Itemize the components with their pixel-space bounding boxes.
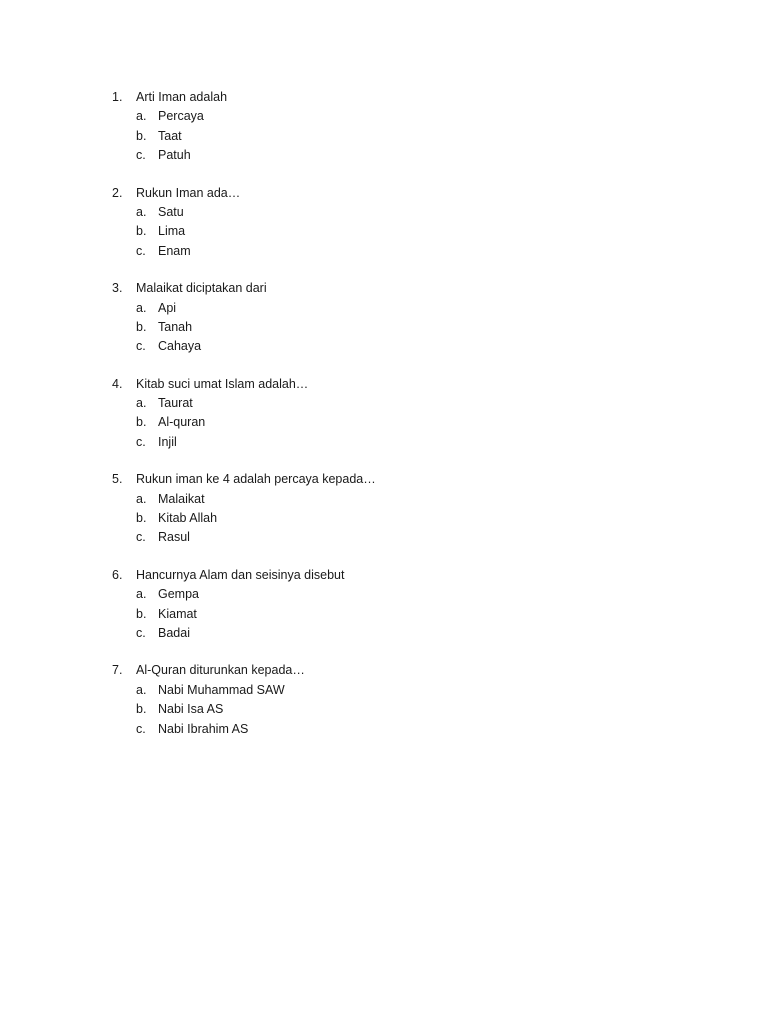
answer-option [136, 433, 672, 452]
option-letter: b. [136, 128, 147, 143]
answer-option [136, 318, 672, 337]
answer-option [136, 337, 672, 356]
answer-option [136, 509, 672, 528]
question-item [112, 375, 672, 453]
answer-options [112, 203, 672, 261]
option-text: Taurat [158, 396, 193, 411]
question-text: Kitab suci umat Islam adalah… [136, 376, 309, 391]
answer-option [136, 394, 672, 413]
question-number: 3. [112, 281, 123, 296]
option-letter: c. [136, 434, 146, 449]
question-line [112, 184, 672, 203]
option-letter: b. [136, 702, 147, 717]
option-letter: b. [136, 511, 147, 526]
answer-options [112, 585, 672, 643]
option-text: Lima [158, 224, 186, 239]
question-item [112, 184, 672, 262]
answer-option [136, 700, 672, 719]
question-line [112, 470, 672, 489]
answer-options [112, 107, 672, 165]
question-text: Malaikat diciptakan dari [136, 281, 267, 296]
question-line [112, 88, 672, 107]
question-text: Al-Quran diturunkan kepada… [136, 663, 305, 678]
option-text: Kiamat [158, 606, 197, 621]
option-letter: a. [136, 300, 147, 315]
answer-option [136, 146, 672, 165]
question-item [112, 279, 672, 357]
option-text: Taat [158, 128, 182, 143]
option-letter: a. [136, 396, 147, 411]
question-number: 5. [112, 472, 123, 487]
option-text: Injil [158, 434, 177, 449]
option-text: Api [158, 300, 177, 315]
answer-options [112, 394, 672, 452]
option-letter: c. [136, 243, 146, 258]
question-item [112, 661, 672, 739]
option-letter: b. [136, 319, 147, 334]
question-line [112, 566, 672, 585]
option-text: Kitab Allah [158, 511, 218, 526]
option-letter: c. [136, 148, 146, 163]
question-number: 2. [112, 185, 123, 200]
option-letter: a. [136, 491, 147, 506]
question-text: Rukun Iman ada… [136, 185, 241, 200]
option-text: Badai [158, 625, 190, 640]
option-letter: c. [136, 530, 146, 545]
question-item [112, 566, 672, 644]
option-letter: b. [136, 606, 147, 621]
option-text: Gempa [158, 587, 199, 602]
answer-option [136, 127, 672, 146]
answer-option [136, 585, 672, 604]
question-item [112, 470, 672, 548]
option-text: Percaya [158, 109, 204, 124]
answer-option [136, 720, 672, 739]
answer-option [136, 107, 672, 126]
answer-option [136, 299, 672, 318]
option-text: Cahaya [158, 339, 202, 354]
option-letter: a. [136, 109, 147, 124]
option-text: Enam [158, 243, 191, 258]
question-text: Rukun iman ke 4 adalah percaya kepada… [136, 472, 376, 487]
question-number: 7. [112, 663, 123, 678]
answer-option [136, 222, 672, 241]
option-text: Nabi Muhammad SAW [158, 682, 285, 697]
answer-option [136, 624, 672, 643]
answer-options [112, 681, 672, 739]
option-letter: b. [136, 415, 147, 430]
answer-option [136, 528, 672, 547]
answer-option [136, 413, 672, 432]
option-text: Satu [158, 204, 184, 219]
question-line [112, 375, 672, 394]
option-text: Nabi Isa AS [158, 702, 224, 717]
answer-option [136, 490, 672, 509]
option-text: Nabi Ibrahim AS [158, 721, 249, 736]
question-line [112, 661, 672, 680]
option-letter: c. [136, 339, 146, 354]
question-text: Hancurnya Alam dan seisinya disebut [136, 567, 345, 582]
question-number: 1. [112, 90, 123, 104]
option-letter: c. [136, 721, 146, 736]
question-line [112, 279, 672, 298]
question-list [112, 88, 672, 757]
option-letter: a. [136, 587, 147, 602]
question-text: Arti Iman adalah [136, 90, 228, 104]
option-text: Tanah [158, 319, 193, 334]
option-letter: b. [136, 224, 147, 239]
question-number: 6. [112, 567, 123, 582]
option-letter: a. [136, 204, 147, 219]
question-item [112, 88, 672, 166]
option-text: Rasul [158, 530, 190, 545]
answer-option [136, 605, 672, 624]
option-letter: c. [136, 625, 146, 640]
question-number: 4. [112, 376, 123, 391]
answer-option [136, 681, 672, 700]
answer-option [136, 242, 672, 261]
option-letter: a. [136, 682, 147, 697]
option-text: Patuh [158, 148, 191, 163]
answer-options [112, 299, 672, 357]
option-text: Al-quran [158, 415, 206, 430]
option-text: Malaikat [158, 491, 205, 506]
answer-options [112, 490, 672, 548]
answer-option [136, 203, 672, 222]
